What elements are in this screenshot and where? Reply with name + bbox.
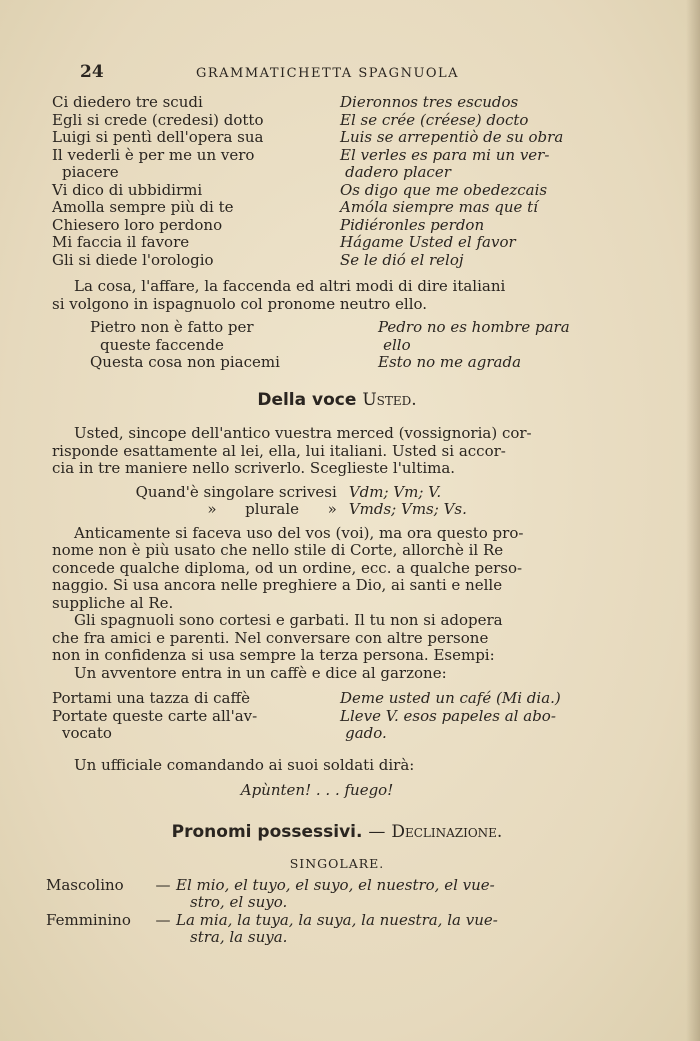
- translation-row: [52, 199, 622, 217]
- italian-text: Amolla sempre più di te: [52, 198, 234, 216]
- page-body: [46, 93, 622, 947]
- italian-text: vocato: [62, 724, 112, 742]
- spanish-text: Pidiéronles perdon: [340, 215, 485, 234]
- possessive-forms-cont: stra, la suya.: [190, 928, 288, 946]
- translation-row: [52, 725, 622, 743]
- italian-text: piacere: [62, 163, 119, 181]
- paragraph-avventore: Un avventore entra in un caffè e dice al garzone:: [74, 663, 447, 682]
- translation-row: [90, 354, 660, 372]
- translation-row: [52, 234, 622, 252]
- possessive-forms: El mio, el tuyo, el suyo, el nuestro, el vue-: [176, 875, 495, 894]
- translation-row: [52, 690, 622, 708]
- translation-row: [52, 252, 622, 270]
- possessive-declension: [46, 877, 622, 947]
- spanish-text: Deme usted un café (Mi dia.): [340, 689, 561, 707]
- command-line: Apùnten! . . . fuego!: [240, 781, 394, 799]
- italian-text: Luigi si pentì dell'opera sua: [52, 128, 264, 146]
- spanish-text: El verles es para mi un ver-: [340, 145, 550, 164]
- spanish-text: Dieronnos tres escudos: [340, 93, 519, 111]
- abbreviation-list: [52, 484, 622, 519]
- gender-label: Femminino: [46, 910, 131, 929]
- abbrev-row: » plurale » Vmds; Vms; Vs.: [207, 500, 467, 518]
- paragraph-usted: Usted, sincope dell'antico vuestra merced (vossignoria) cor- risponde esattamente al lei, ella, lui italiani. Usted si accor- cia in tre maniere nello scriverlo. Sceglieste l'ultima.: [52, 424, 532, 477]
- singolare-label: SINGOLARE.: [289, 856, 385, 871]
- spanish-text: Se le dió el reloj: [340, 250, 464, 269]
- translation-row: [52, 147, 622, 165]
- translation-row: [52, 112, 622, 130]
- example-table-3: [52, 690, 622, 743]
- paragraph-vos: Anticamente si faceva uso del vos (voi), ma ora questo pro- nome non è più usato che nello stile di Corte, allorchè il Re concede qualche diploma, od un ordine, ecc. a qualche perso- naggio. Si usa ancora nelle preghiere a Dio, ai santi e nelle suppliche al Re.: [52, 523, 524, 612]
- translation-row: [52, 217, 622, 235]
- italian-text: Egli si crede (credesi) dotto: [52, 110, 264, 129]
- dash: —: [155, 875, 171, 894]
- italian-text: Questa cosa non piacemi: [90, 353, 280, 371]
- spanish-text: Pedro no es hombre para: [378, 318, 570, 336]
- page-number: 24: [80, 62, 104, 82]
- example-table-2: [52, 319, 622, 372]
- translation-row: [52, 129, 622, 147]
- spanish-text: gado.: [345, 724, 387, 742]
- paragraph-ello: La cosa, l'affare, la faccenda ed altri modi di dire italiani si volgono in ispagnuolo col pronome neutro ello.: [52, 277, 506, 313]
- page-edge-shadow: [686, 0, 700, 1041]
- translation-row: [52, 182, 622, 200]
- spanish-text: Luis se arrepentiò de su obra: [340, 128, 564, 146]
- italian-text: Ci diedero tre scudi: [52, 93, 203, 111]
- abbrev-row: Quand'è singolare scrivesi Vdm; Vm; V.: [135, 482, 442, 501]
- italian-text: Il vederli è per me un vero: [52, 145, 255, 164]
- spanish-text: ello: [383, 335, 411, 354]
- italian-text: queste faccende: [100, 335, 224, 354]
- running-title: GRAMMATICHETTA SPAGNUOLA: [196, 66, 460, 81]
- italian-text: Portami una tazza di caffè: [52, 689, 251, 707]
- dash: —: [155, 910, 171, 929]
- italian-text: Chiesero loro perdono: [52, 215, 223, 234]
- spanish-text: Esto no me agrada: [378, 353, 522, 371]
- italian-text: Mi faccia il favore: [52, 233, 190, 251]
- page-header: [80, 62, 600, 86]
- example-table-1: [52, 94, 622, 269]
- italian-text: Pietro non è fatto per: [90, 318, 254, 336]
- translation-row: [90, 319, 660, 337]
- spanish-text: El se crée (créese) docto: [340, 110, 529, 129]
- translation-row: [52, 164, 622, 182]
- possessive-forms-cont: stro, el suyo.: [190, 893, 288, 911]
- section-title-possessivi: Pronomi possessivi. — Declinazione.: [171, 821, 503, 842]
- translation-row: [90, 337, 660, 355]
- paragraph-cortesi: Gli spagnuoli sono cortesi e garbati. Il tu non si adopera che fra amici e parenti. Nel conversare con altre persone non in confidenza si usa sempre la terza persona. Esempi:: [52, 611, 503, 664]
- possessive-row: [46, 877, 622, 912]
- gender-label: Mascolino: [46, 875, 124, 894]
- italian-text: Vi dico di ubbidirmi: [52, 180, 203, 199]
- spanish-text: Hágame Usted el favor: [340, 233, 516, 251]
- paragraph-ufficiale: Un ufficiale comandando ai suoi soldati dirà:: [74, 755, 415, 774]
- translation-row: [52, 708, 622, 726]
- spanish-text: dadero placer: [345, 163, 451, 181]
- section-title-usted: Della voce Usted.: [257, 389, 417, 410]
- italian-text: Portate queste carte all'av-: [52, 706, 258, 725]
- possessive-row: [46, 912, 622, 947]
- spanish-text: Amóla siempre mas que tí: [340, 198, 538, 216]
- spanish-text: Lleve V. esos papeles al abo-: [340, 706, 556, 725]
- possessive-forms: La mia, la tuya, la suya, la nuestra, la vue-: [176, 910, 498, 929]
- italian-text: Gli si diede l'orologio: [52, 250, 214, 269]
- spanish-text: Os digo que me obedezcais: [340, 180, 548, 199]
- translation-row: [52, 94, 622, 112]
